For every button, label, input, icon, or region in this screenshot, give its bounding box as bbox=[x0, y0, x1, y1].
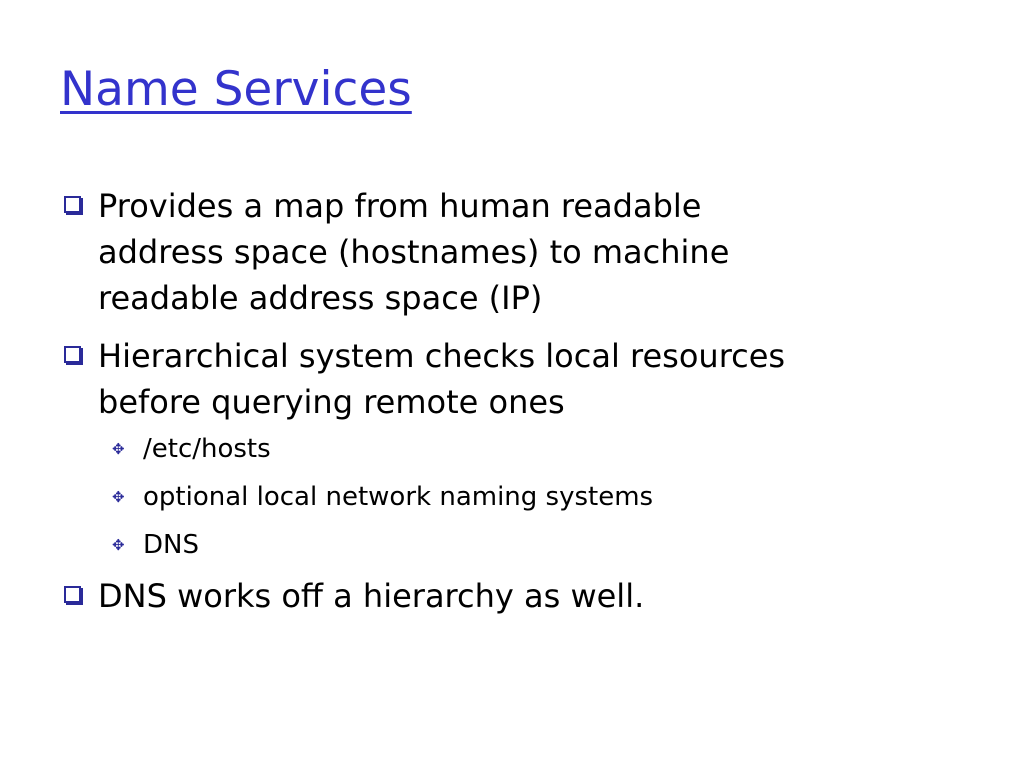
four-diamond-icon: ✥ bbox=[112, 440, 125, 458]
bullet-item bbox=[64, 333, 964, 425]
slide-body bbox=[64, 183, 964, 631]
sub-bullet-text: /etc/hosts bbox=[143, 434, 271, 464]
bullet-line: before querying remote ones bbox=[98, 383, 565, 421]
slide-title: Name Services bbox=[60, 62, 412, 117]
four-diamond-icon: ✥ bbox=[112, 488, 125, 506]
hollow-square-icon bbox=[64, 346, 81, 363]
bullet-line: Provides a map from human readable bbox=[98, 187, 702, 225]
bullet-line: address space (hostnames) to machine bbox=[98, 233, 730, 271]
hollow-square-icon bbox=[64, 586, 81, 603]
sub-bullet-list bbox=[64, 425, 964, 569]
sub-bullet-item bbox=[64, 521, 964, 569]
sub-bullet-text: DNS bbox=[143, 530, 199, 560]
hollow-square-icon bbox=[64, 196, 81, 213]
bullet-line: Hierarchical system checks local resources bbox=[98, 337, 786, 375]
sub-bullet-text: optional local network naming systems bbox=[143, 482, 654, 512]
sub-bullet-item bbox=[64, 473, 964, 521]
bullet-line: DNS works off a hierarchy as well. bbox=[98, 577, 645, 615]
bullet-line: readable address space (IP) bbox=[98, 279, 543, 317]
sub-bullet-item bbox=[64, 425, 964, 473]
bullet-item bbox=[64, 573, 964, 619]
four-diamond-icon: ✥ bbox=[112, 536, 125, 554]
bullet-item bbox=[64, 183, 964, 321]
